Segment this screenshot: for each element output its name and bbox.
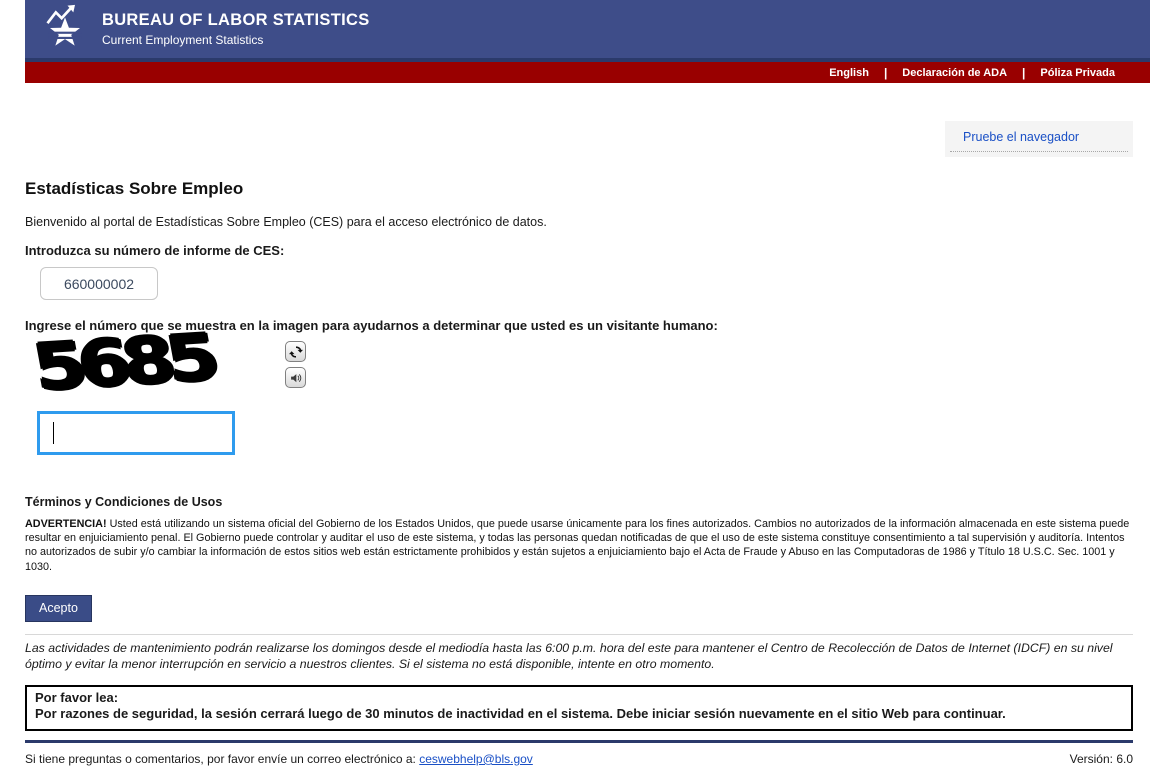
- captcha-image: 5685: [27, 321, 219, 406]
- nav-link-ada[interactable]: Declaración de ADA: [902, 66, 1008, 79]
- nav-separator: |: [1022, 65, 1026, 80]
- please-read-title: Por favor lea:: [35, 689, 119, 705]
- warning-text: Usted está utilizando un sistema oficial del Gobierno de los Estados Unidos, que puede usarse únicamente para los fines autorizados. Cambios no autorizados de la información almacenada en este sistema puede resultar en enjuiciamiento penal. El Gobierno puede controlar y auditar el uso de este sistema, y todas las personas quedan notificadas de que el uso de este sistema constituye consentimiento a tal supervisión y auditoría. Intentos no autorizados de subir y/o cambiar la información de estos sitios web están estrictamente prohibidos y están sujetos a enjuiciamiento bajo el Acta de Fraude y Abuso en las Computadoras de 1986 y Título 18 U.S.C. Sec. 1001 y 1030.: [25, 518, 1130, 573]
- app-header: [25, 0, 1150, 62]
- captcha-answer-input[interactable]: [37, 411, 235, 455]
- section-divider: [25, 634, 1133, 635]
- nav-separator: |: [883, 65, 888, 80]
- welcome-text: Bienvenido al portal de Estadísticas Sobre Empleo (CES) para el acceso electrónico de datos.: [25, 215, 547, 229]
- footer-rule: [25, 740, 1133, 743]
- footer-email-link[interactable]: ceswebhelp@bls.gov: [419, 751, 533, 766]
- footer-contact-text: Si tiene preguntas o comentarios, por favor envíe un correo electrónico a:: [25, 751, 420, 766]
- report-number-input[interactable]: [40, 267, 158, 300]
- maintenance-notice: Las actividades de mantenimiento podrán realizarse los domingos desde el mediodía hasta las 6:00 p.m. hora del este para mantener el Centro de Recolección de Datos de Internet (IDCF) en su nivel óptimo y evitar la menor interrupción en servicio a nuestros clientes. Si el sistema no está disponible, intente en otro momento.: [25, 640, 1113, 672]
- footer-contact: [25, 752, 533, 766]
- page-footer: [25, 740, 1133, 766]
- captcha-prompt: Ingrese el número que se muestra en la imagen para ayudarnos a determinar que usted es un visitante humano:: [25, 318, 718, 333]
- version-label: Versión: 6.0: [1069, 751, 1133, 766]
- report-number-label: Introduzca su número de informe de CES:: [25, 243, 285, 258]
- browser-test-link[interactable]: Pruebe el navegador: [963, 130, 1080, 144]
- bls-star-logo: [39, 4, 91, 54]
- utility-nav: [25, 62, 1150, 83]
- nav-link-privacy[interactable]: Póliza Privada: [1040, 66, 1115, 79]
- agency-title: BUREAU OF LABOR STATISTICS: [102, 11, 370, 29]
- text-caret: [53, 422, 54, 444]
- warning-paragraph: [25, 517, 1133, 574]
- app-subtitle: Current Employment Statistics: [102, 33, 264, 47]
- nav-link-english[interactable]: English: [829, 66, 869, 79]
- accept-button[interactable]: Acepto: [25, 595, 92, 622]
- main-content: [0, 179, 1150, 766]
- page-title: Estadísticas Sobre Empleo: [25, 179, 244, 198]
- dotted-divider: [950, 151, 1128, 152]
- browser-test-box: [945, 121, 1133, 157]
- please-read-body: Por razones de seguridad, la sesión cerrará luego de 30 minutos de inactividad en el sistema. Debe iniciar sesión nuevamente en el sitio Web para continuar.: [35, 706, 1006, 722]
- terms-heading: Términos y Condiciones de Usos: [25, 495, 223, 509]
- please-read-box: [25, 685, 1133, 731]
- warning-bold: ADVERTENCIA!: [25, 518, 107, 530]
